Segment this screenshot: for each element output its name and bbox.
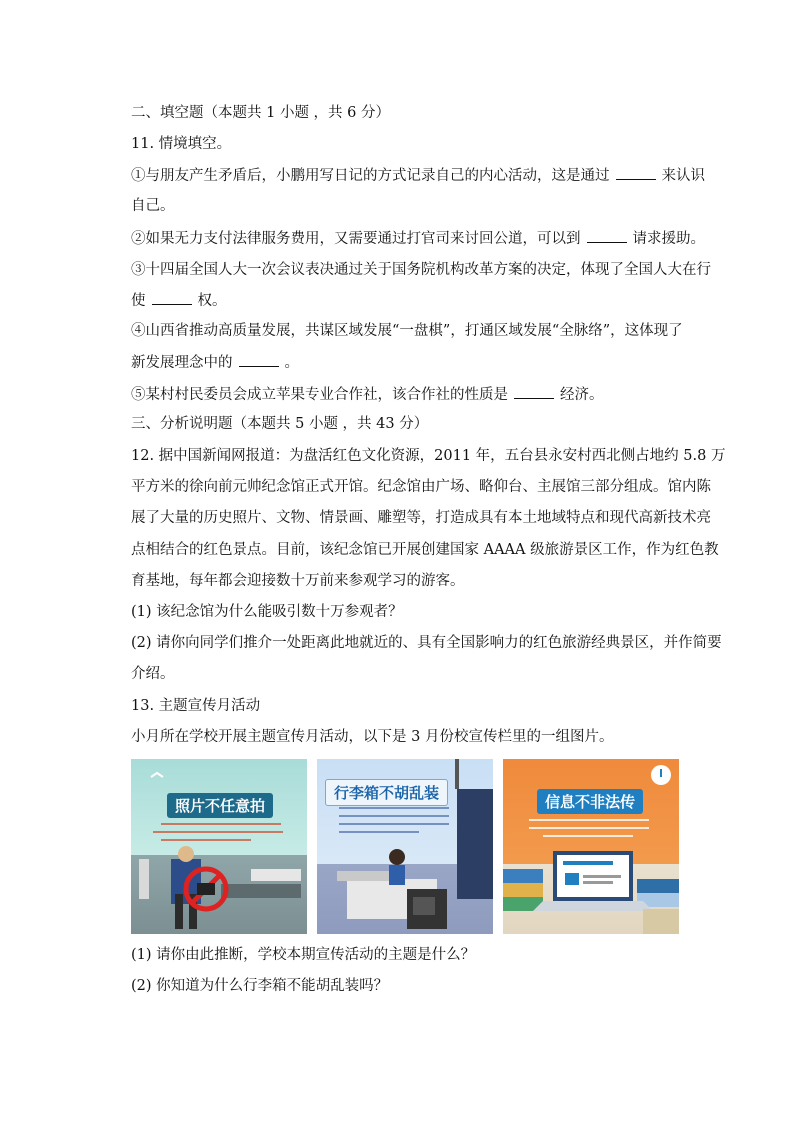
section-heading-analysis: 三、分析说明题（本题共 5 小题 ，共 43 分） bbox=[131, 416, 429, 432]
question-11-item-5 bbox=[131, 384, 604, 405]
q11-item-4-text: 新发展理念中的 bbox=[131, 355, 233, 371]
poster-title: 行李箱不胡乱装 bbox=[325, 779, 448, 806]
question-11-item-3-cont bbox=[131, 290, 227, 311]
poster-illustration bbox=[503, 759, 679, 934]
poster-title: 信息不非法传 bbox=[537, 789, 643, 814]
question-11-item-1 bbox=[131, 165, 705, 186]
question-12-sub-1: (1) 该纪念馆为什么能吸引数十万参观者？ bbox=[131, 604, 403, 620]
question-12-line-3: 展了大量的历史照片、文物、情景画、雕塑等，打造成具有本土地域特点和现代高新技术亮 bbox=[131, 510, 711, 526]
poster-luggage bbox=[317, 759, 493, 934]
poster-illustration bbox=[131, 759, 307, 934]
q11-item-1-text-end: 来认识 bbox=[661, 168, 705, 184]
poster-photo bbox=[131, 759, 307, 934]
q11-item-3-text-end: 权。 bbox=[197, 293, 227, 309]
question-11-item-2 bbox=[131, 228, 705, 249]
question-11-item-4: ④山西省推动高质量发展，共谋区域发展“一盘棋”，打通区域发展“全脉络”，这体现了 bbox=[131, 323, 683, 339]
question-12-sub-2: (2) 请你向同学们推介一处距离此地就近的、具有全国影响力的红色旅游经典景区，并作简要 bbox=[131, 635, 722, 651]
answer-blank[interactable] bbox=[587, 228, 627, 243]
answer-blank[interactable] bbox=[514, 384, 554, 399]
poster-title: 照片不任意拍 bbox=[167, 793, 273, 818]
q11-item-4-text-end: 。 bbox=[284, 355, 299, 371]
question-13-title: 13. 主题宣传月活动 bbox=[131, 698, 261, 714]
question-12-line-5: 育基地，每年都会迎接数十万前来参观学习的游客。 bbox=[131, 573, 465, 589]
question-13-intro: 小月所在学校开展主题宣传月活动，以下是 3 月份校宣传栏里的一组图片。 bbox=[131, 729, 614, 745]
question-13-sub-2: (2) 你知道为什么行李箱不能胡乱装吗？ bbox=[131, 978, 389, 994]
question-12-line-4: 点相结合的红色景点。目前，该纪念馆已开展创建国家 AAAA 级旅游景区工作，作为红色教 bbox=[131, 542, 719, 558]
question-13-sub-1: (1) 请你由此推断，学校本期宣传活动的主题是什么？ bbox=[131, 947, 476, 963]
question-11-item-4-cont bbox=[131, 352, 299, 373]
q11-item-2-text: ②如果无力支付法律服务费用，又需要通过打官司来讨回公道，可以到 bbox=[131, 231, 581, 247]
question-11-title: 11. 情境填空。 bbox=[131, 136, 232, 152]
question-11-item-1-cont: 自己。 bbox=[131, 198, 175, 214]
q11-item-5-text-end: 经济。 bbox=[560, 387, 604, 403]
q11-item-5-text: ⑤某村村民委员会成立苹果专业合作社，该合作社的性质是 bbox=[131, 387, 508, 403]
question-12-sub-2-cont: 介绍。 bbox=[131, 666, 175, 682]
poster-illustration bbox=[317, 759, 493, 934]
question-12-line-2: 平方米的徐向前元帅纪念馆正式开馆。纪念馆由广场、略仰台、主展馆三部分组成。馆内陈 bbox=[131, 479, 711, 495]
section-heading-fill-in: 二、填空题（本题共 1 小题 ，共 6 分） bbox=[131, 105, 390, 121]
q11-item-3-text: 使 bbox=[131, 293, 146, 309]
poster-information bbox=[503, 759, 679, 934]
q11-item-2-text-end: 请求援助。 bbox=[632, 231, 705, 247]
question-12-line-1: 12. 据中国新闻网报道：为盘活红色文化资源，2011 年，五台县永安村西北侧占地约 5.8 万 bbox=[131, 448, 726, 464]
question-11-item-3: ③十四届全国人大一次会议表决通过关于国务院机构改革方案的决定，体现了全国人大在行 bbox=[131, 262, 711, 278]
answer-blank[interactable] bbox=[152, 290, 192, 305]
answer-blank[interactable] bbox=[239, 352, 279, 367]
answer-blank[interactable] bbox=[616, 165, 656, 180]
q11-item-1-text: ①与朋友产生矛盾后，小鹏用写日记的方式记录自己的内心活动，这是通过 bbox=[131, 168, 610, 184]
